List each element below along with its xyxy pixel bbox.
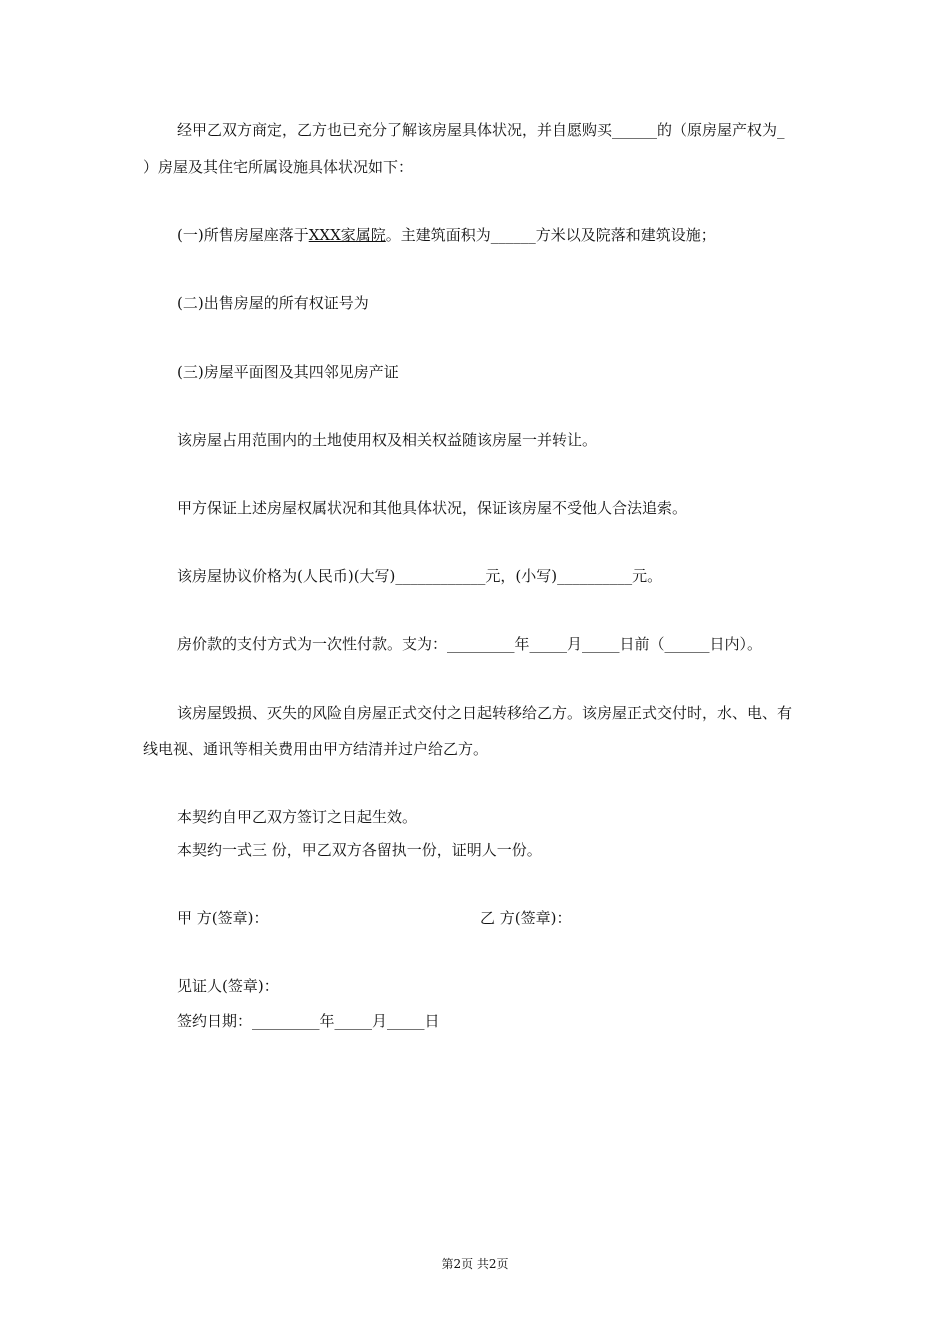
price-paragraph: 该房屋协议价格为(人民币)(大写)____________元，(小写)__________元。 bbox=[177, 567, 663, 585]
item-location-address: XXX家属院 bbox=[308, 226, 386, 244]
item-location-prefix: (一)所售房屋座落于 bbox=[177, 226, 309, 244]
intro-paragraph-line2: ）房屋及其住宅所属设施具体状况如下： bbox=[143, 158, 414, 176]
effective-paragraph: 本契约自甲乙双方签订之日起生效。 bbox=[177, 808, 418, 826]
item-floor-plan: (三)房屋平面图及其四邻见房产证 bbox=[177, 363, 399, 381]
page-number-footer: 第2页 共2页 bbox=[441, 1257, 509, 1271]
item-location bbox=[177, 225, 716, 245]
land-rights-paragraph: 该房屋占用范围内的土地使用权及相关权益随该房屋一并转让。 bbox=[177, 431, 598, 449]
risk-paragraph-line2: 线电视、通讯等相关费用由甲方结清并过户给乙方。 bbox=[143, 740, 489, 758]
item-certificate-number: (二)出售房屋的所有权证号为 bbox=[177, 294, 369, 312]
party-b-signature-label: 乙 方(签章)： bbox=[480, 909, 572, 927]
guarantee-paragraph: 甲方保证上述房屋权属状况和其他具体状况，保证该房屋不受他人合法追索。 bbox=[177, 499, 688, 517]
risk-paragraph-line1: 该房屋毁损、灭失的风险自房屋正式交付之日起转移给乙方。该房屋正式交付时，水、电、有 bbox=[177, 704, 793, 722]
intro-paragraph-line1: 经甲乙双方商定，乙方也已充分了解该房屋具体状况，并自愿购买______的（原房屋产权为_ bbox=[177, 121, 785, 139]
witness-signature-label: 见证人(签章)： bbox=[177, 977, 279, 995]
item-location-suffix: 。主建筑面积为______方米以及院落和建筑设施； bbox=[385, 226, 716, 244]
signing-date-label: 签约日期：_________年_____月_____日 bbox=[177, 1012, 440, 1030]
payment-paragraph: 房价款的支付方式为一次性付款。支为：_________年_____月_____日前（______日内）。 bbox=[177, 635, 763, 653]
party-a-signature-label: 甲 方(签章)： bbox=[177, 909, 269, 927]
copies-paragraph: 本契约一式三 份，甲乙双方各留执一份，证明人一份。 bbox=[177, 841, 542, 859]
